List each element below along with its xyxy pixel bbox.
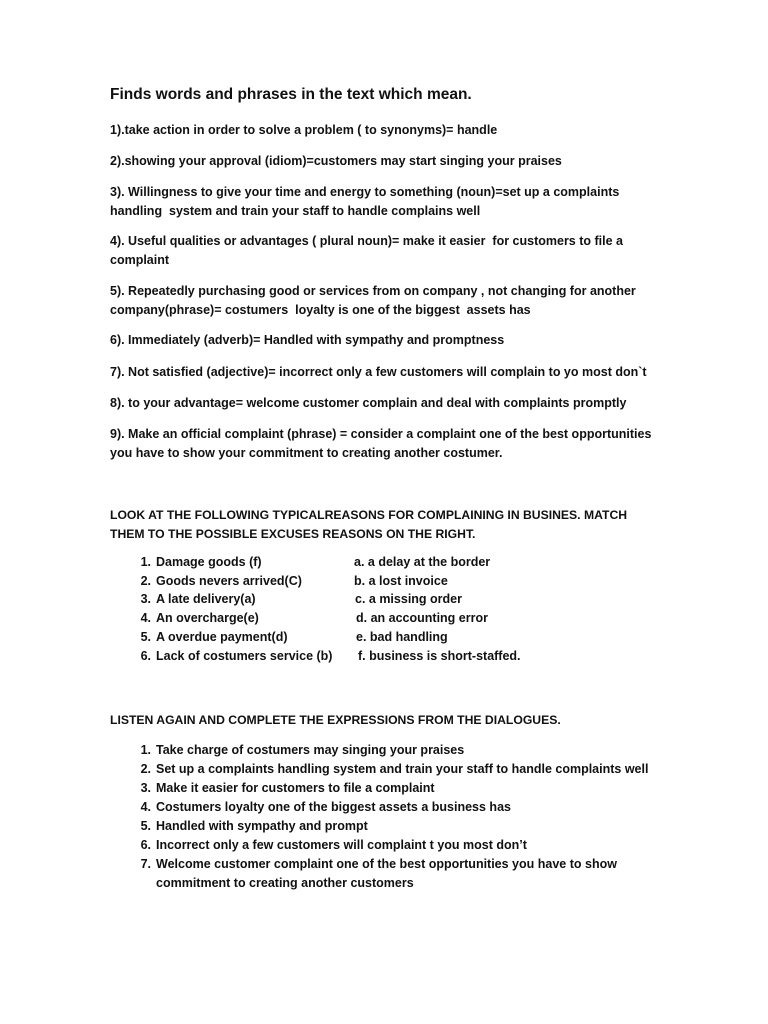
match-row-excuse: f. business is short-staffed. (358, 649, 521, 663)
match-row-reason: A late delivery(a) (156, 592, 256, 606)
list-item: Take charge of costumers may singing your praises (156, 743, 465, 757)
list-item-number: 7. (140, 857, 151, 871)
page-title: Finds words and phrases in the text which mean. (110, 86, 472, 103)
definition-8: 8). to your advantage= welcome customer complain and deal with complaints promptly (110, 396, 627, 410)
match-row-excuse: e. bad handling (356, 630, 448, 644)
list-item-number: 1. (140, 743, 151, 757)
match-row-number: 3. (140, 592, 151, 606)
definition-3: 3). Willingness to give your time and energy to something (noun)=set up a complaints handling system and train your staff to handle complains well (110, 185, 623, 218)
match-row-reason: An overcharge(e) (156, 611, 259, 625)
list-item-number: 4. (140, 800, 151, 814)
match-row-reason: Lack of costumers service (b) (156, 649, 333, 663)
list-item: Costumers loyalty one of the biggest assets a business has (156, 800, 511, 814)
match-row-excuse: a. a delay at the border (354, 555, 491, 569)
list-item-number: 6. (140, 838, 151, 852)
definition-5: 5). Repeatedly purchasing good or services from on company , not changing for another company(phrase)= costumers loyalty is one of the biggest assets has (110, 284, 640, 317)
match-row-reason: A overdue payment(d) (156, 630, 288, 644)
listen-section-heading: LISTEN AGAIN AND COMPLETE THE EXPRESSIONS FROM THE DIALOGUES. (110, 713, 561, 727)
match-row-number: 4. (140, 611, 151, 625)
list-item: Set up a complaints handling system and train your staff to handle complaints well (156, 762, 649, 776)
match-row-number: 6. (140, 649, 151, 663)
definition-1: 1).take action in order to solve a problem ( to synonyms)= handle (110, 123, 498, 137)
list-item: Handled with sympathy and prompt (156, 819, 368, 833)
definition-4: 4). Useful qualities or advantages ( plural noun)= make it easier for customers to file a complaint (110, 234, 627, 267)
list-item-number: 2. (140, 762, 151, 776)
match-row-number: 1. (140, 555, 151, 569)
match-row-excuse: d. an accounting error (356, 611, 488, 625)
match-row-excuse: b. a lost invoice (354, 574, 448, 588)
definition-7: 7). Not satisfied (adjective)= incorrect only a few customers will complain to yo most don`t (110, 365, 647, 379)
match-row-number: 2. (140, 574, 151, 588)
definition-2: 2).showing your approval (idiom)=customers may start singing your praises (110, 154, 562, 168)
match-row-reason: Goods nevers arrived(C) (156, 574, 302, 588)
list-item: Welcome customer complaint one of the best opportunities you have to show commitment to creating another customers (156, 857, 617, 890)
list-item: Make it easier for customers to file a complaint (156, 781, 435, 795)
list-item-number: 3. (140, 781, 151, 795)
match-row-number: 5. (140, 630, 151, 644)
definition-6: 6). Immediately (adverb)= Handled with sympathy and promptness (110, 333, 505, 347)
list-item: Incorrect only a few customers will complaint t you most don’t (156, 838, 527, 852)
definition-9: 9). Make an official complaint (phrase) = consider a complaint one of the best opportunities you have to show your commitment to creating another costumer. (110, 427, 655, 460)
match-section-heading: LOOK AT THE FOLLOWING TYPICALREASONS FOR COMPLAINING IN BUSINES. MATCH THEM TO THE POSSIBLE EXCUSES REASONS ON THE RIGHT. (110, 508, 628, 541)
list-item-number: 5. (140, 819, 151, 833)
match-row-excuse: c. a missing order (355, 592, 462, 606)
match-row-reason: Damage goods (f) (156, 555, 262, 569)
